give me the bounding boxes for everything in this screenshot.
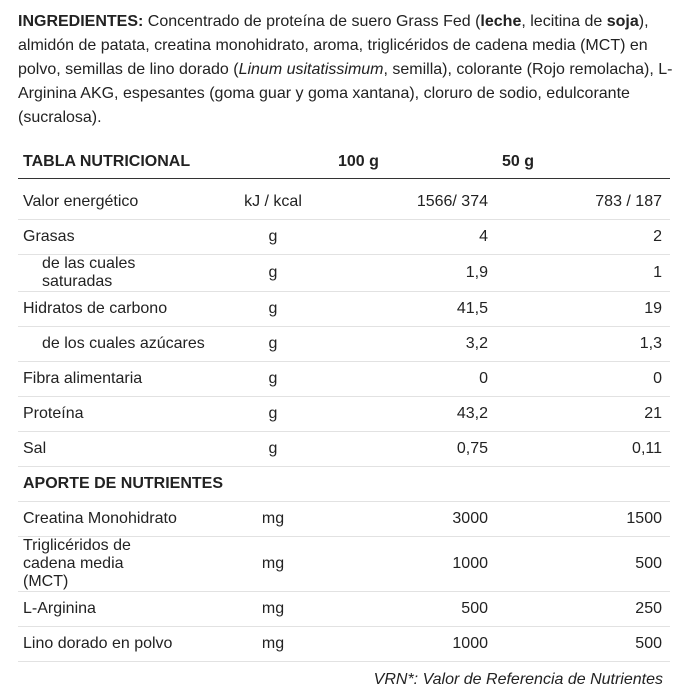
row-value-50g: 500 [502, 537, 670, 592]
table-row [18, 179, 670, 220]
ingredients-part: Concentrado de proteína de suero Grass Fed ( [143, 13, 481, 30]
row-value-50g: 2 [502, 220, 670, 255]
row-value-100g: 1566/ 374 [338, 179, 502, 220]
row-unit: mg [208, 627, 338, 662]
row-value-50g: 0,11 [502, 432, 670, 467]
row-value-50g: 21 [502, 397, 670, 432]
row-name: Hidratos de carbono [18, 292, 208, 327]
row-name: Triglicéridos de cadena media (MCT) [18, 537, 208, 592]
row-name: Proteína [18, 397, 208, 432]
row-value-100g: 43,2 [338, 397, 502, 432]
row-value-100g: 4 [338, 220, 502, 255]
row-value-50g: 19 [502, 292, 670, 327]
row-name: Lino dorado en polvo [18, 627, 208, 662]
table-row [18, 327, 670, 362]
row-value-100g: 0 [338, 362, 502, 397]
row-value-100g: 1000 [338, 627, 502, 662]
table-row [18, 397, 670, 432]
row-unit: g [208, 220, 338, 255]
table-row [18, 220, 670, 255]
row-value-100g: 3,2 [338, 327, 502, 362]
allergen-soy: soja [606, 13, 639, 30]
row-value-100g: 500 [338, 592, 502, 627]
section-title: APORTE DE NUTRIENTES [18, 467, 670, 502]
row-name: Creatina Monohidrato [18, 502, 208, 537]
row-value-100g: 3000 [338, 502, 502, 537]
row-value-50g: 0 [502, 362, 670, 397]
row-value-50g: 500 [502, 627, 670, 662]
footnote: VRN*: Valor de Referencia de Nutrientes [373, 671, 663, 688]
row-value-100g: 0,75 [338, 432, 502, 467]
row-unit: mg [208, 592, 338, 627]
row-name: de los cuales azúcares [18, 327, 208, 362]
allergen-milk: leche [480, 13, 522, 30]
row-unit: g [208, 255, 338, 292]
row-unit: g [208, 327, 338, 362]
table-row [18, 292, 670, 327]
row-name: Sal [18, 432, 208, 467]
ingredients-part: , semilla), colorante (Rojo remolacha), L-Arginina AKG, espesantes (goma guar y goma xantana), cloruro de sodio, edulcorante (sucralosa). [18, 61, 673, 126]
row-name: Grasas [18, 220, 208, 255]
row-value-100g: 1000 [338, 537, 502, 592]
row-name: Fibra alimentaria [18, 362, 208, 397]
ingredients-part: , lecitina de [521, 13, 607, 30]
row-value-50g: 250 [502, 592, 670, 627]
col-50g-header: 50 g [502, 145, 670, 179]
row-unit: g [208, 362, 338, 397]
row-value-50g: 1 [502, 255, 670, 292]
row-unit: mg [208, 502, 338, 537]
table-title: TABLA NUTRICIONAL [18, 145, 208, 179]
nutrition-table [18, 145, 670, 662]
ingredients-part: ), almidón de patata, creatina monohidrato, aroma, triglicéridos de cadena media (MCT) en polvo, semillas de lino dorado ( [18, 13, 649, 78]
section-header-row [18, 467, 670, 502]
unit-header [208, 145, 338, 179]
row-value-100g: 1,9 [338, 255, 502, 292]
row-name: de las cuales saturadas [18, 255, 208, 292]
table-header [18, 145, 670, 179]
table-row [18, 255, 670, 292]
col-100g-header: 100 g [338, 145, 502, 179]
table-row [18, 432, 670, 467]
row-value-50g: 783 / 187 [502, 179, 670, 220]
row-name: Valor energético [18, 179, 208, 220]
row-value-50g: 1,3 [502, 327, 670, 362]
row-name: L-Arginina [18, 592, 208, 627]
row-unit: g [208, 292, 338, 327]
row-value-50g: 1500 [502, 502, 670, 537]
row-unit: g [208, 432, 338, 467]
table-row [18, 627, 670, 662]
row-unit: kJ / kcal [208, 179, 338, 220]
row-value-100g: 41,5 [338, 292, 502, 327]
row-unit: g [208, 397, 338, 432]
table-row [18, 592, 670, 627]
table-row [18, 502, 670, 537]
table-row [18, 362, 670, 397]
row-unit: mg [208, 537, 338, 592]
ingredients-text [18, 10, 678, 130]
latin-name: Linum usitatissimum [238, 61, 384, 78]
table-row [18, 537, 670, 592]
ingredients-label: INGREDIENTES: [18, 13, 144, 30]
